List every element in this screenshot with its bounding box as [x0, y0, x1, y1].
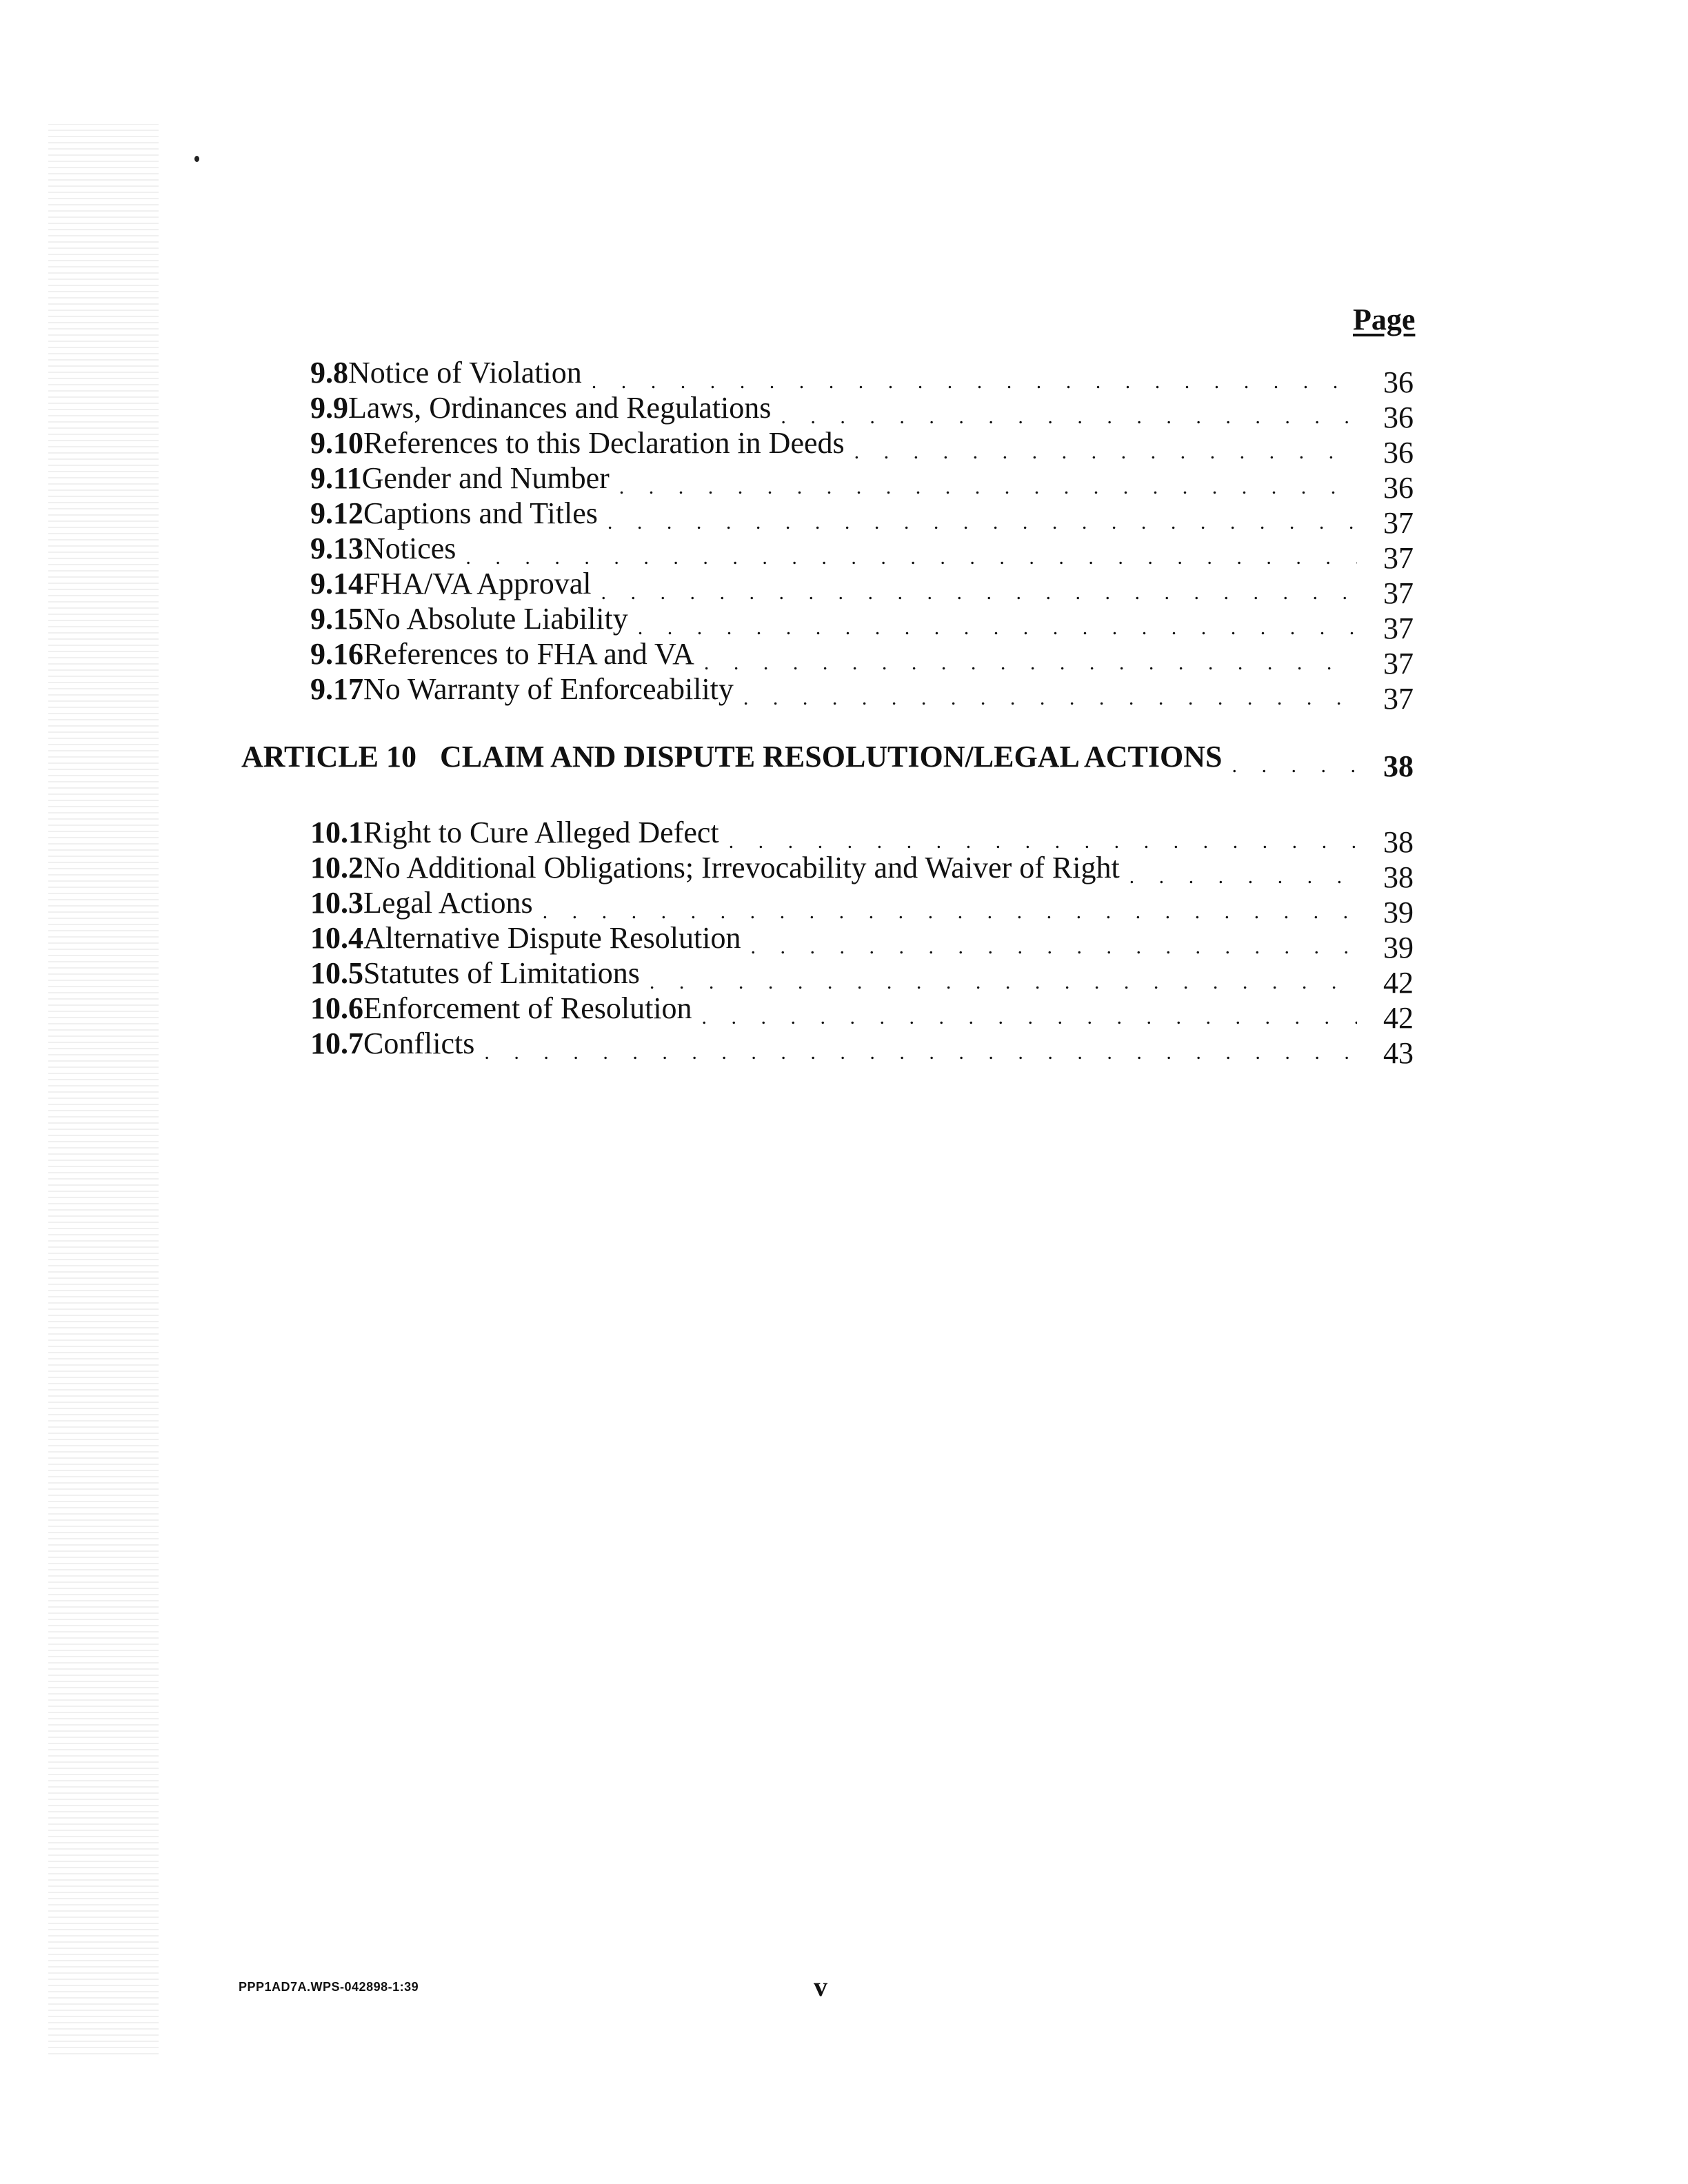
toc-entry [310, 355, 1414, 399]
toc-entry-title: References to this Declaration in Deeds [363, 426, 845, 460]
toc-entry-page: 38 [1383, 825, 1414, 859]
scan-speck [194, 156, 199, 162]
dot-leader [750, 936, 1357, 959]
toc-entry [310, 390, 1414, 434]
page-number: v [814, 1971, 827, 2002]
toc-entry-number: 10.4 [310, 921, 363, 955]
toc-entry-number: 9.17 [310, 672, 363, 706]
dot-leader [729, 830, 1357, 853]
dot-leader [465, 546, 1357, 569]
toc-entry-title: Alternative Dispute Resolution [363, 921, 741, 955]
toc-entry-page: 37 [1383, 576, 1414, 610]
toc-entry-number: 10.1 [310, 816, 363, 849]
toc-entry-title: Right to Cure Alleged Defect [363, 816, 719, 849]
toc-entry [310, 461, 1414, 505]
scan-edge-artifact [48, 124, 159, 2054]
dot-leader [854, 441, 1357, 464]
toc-entry-number: 9.8 [310, 356, 348, 390]
toc-entry-title: Notice of Violation [348, 356, 582, 390]
toc-entry [310, 991, 1414, 1035]
toc-entry-page: 42 [1383, 1001, 1414, 1035]
toc-entry-title: Statutes of Limitations [363, 956, 640, 990]
toc-entry [310, 496, 1414, 540]
toc-entry-title: Conflicts [363, 1027, 475, 1060]
toc-entry-page: 37 [1383, 541, 1414, 575]
dot-leader [702, 1006, 1357, 1029]
toc-entry-number: 9.14 [310, 567, 363, 600]
toc-entry-title: Gender and Number [361, 461, 610, 495]
toc-entry-page: 37 [1383, 611, 1414, 645]
toc-entry [310, 671, 1414, 716]
toc-entry [310, 885, 1414, 929]
page-column-heading: Page [1353, 303, 1416, 336]
toc-entry-title: Legal Actions [363, 886, 533, 920]
toc-entry [310, 601, 1414, 645]
toc-entry-number: 10.7 [310, 1027, 363, 1060]
toc-entry-title: FHA/VA Approval [363, 567, 592, 600]
toc-entry-title: No Additional Obligations; Irrevocability and Waiver of Right [363, 851, 1120, 884]
toc-entry-page: 43 [1383, 1036, 1414, 1070]
article-10-heading [241, 739, 1414, 783]
toc-entry [310, 531, 1414, 575]
toc-entry-number: 10.2 [310, 851, 363, 884]
article-page: 38 [1383, 749, 1414, 783]
toc-entry [310, 920, 1414, 964]
toc-entry-number: 9.13 [310, 532, 363, 565]
toc-entry-page: 38 [1383, 860, 1414, 894]
toc-entry-number: 9.16 [310, 637, 363, 671]
toc-entry-number: 10.3 [310, 886, 363, 920]
dot-leader [619, 476, 1357, 499]
article-label: ARTICLE 10 [241, 740, 416, 774]
dot-leader [484, 1041, 1357, 1064]
toc-entry [310, 850, 1414, 894]
toc-entry [310, 425, 1414, 469]
toc-entry-number: 9.9 [310, 391, 348, 425]
toc-entry-number: 10.5 [310, 956, 363, 990]
toc-entry [310, 1026, 1414, 1070]
toc-entry-number: 9.12 [310, 496, 363, 530]
toc-entry-page: 37 [1383, 682, 1414, 716]
dot-leader [743, 687, 1357, 710]
dot-leader [650, 971, 1357, 994]
dot-leader [638, 616, 1357, 640]
toc-entry-page: 36 [1383, 365, 1414, 399]
toc-entry [310, 636, 1414, 680]
document-code: PPP1AD7A.WPS-042898-1:39 [239, 1980, 419, 1994]
toc-entry-number: 9.15 [310, 602, 363, 636]
toc-section-9-list [310, 355, 1414, 716]
dot-leader [704, 651, 1357, 675]
toc-entry-page: 37 [1383, 506, 1414, 540]
toc-entry-title: No Warranty of Enforceability [363, 672, 734, 706]
toc-entry-title: No Absolute Liability [363, 602, 628, 636]
toc-section-10-list [310, 815, 1414, 1070]
toc-entry-page: 42 [1383, 966, 1414, 1000]
toc-entry-title: Enforcement of Resolution [363, 991, 692, 1025]
dot-leader [781, 405, 1357, 429]
toc-entry-title: Captions and Titles [363, 496, 598, 530]
toc-entry-page: 36 [1383, 436, 1414, 469]
toc-entry [310, 566, 1414, 610]
toc-entry-page: 39 [1383, 931, 1414, 964]
dot-leader [1129, 865, 1357, 889]
toc-entry-page: 37 [1383, 647, 1414, 680]
toc-entry-title: Notices [363, 532, 456, 565]
dot-leader [601, 581, 1357, 605]
dot-leader [1232, 754, 1357, 778]
toc-entry-number: 10.6 [310, 991, 363, 1025]
toc-entry-number: 9.11 [310, 461, 362, 495]
toc-entry [310, 956, 1414, 1000]
dot-leader [592, 370, 1357, 394]
dot-leader [607, 511, 1357, 534]
toc-entry-page: 36 [1383, 471, 1414, 505]
toc-entry-number: 9.10 [310, 426, 363, 460]
toc-entry-page: 39 [1383, 896, 1414, 929]
toc-entry-title: Laws, Ordinances and Regulations [348, 391, 772, 425]
toc-entry [310, 815, 1414, 859]
toc-entry-title: References to FHA and VA [363, 637, 694, 671]
toc-entry-page: 36 [1383, 401, 1414, 434]
article-title: CLAIM AND DISPUTE RESOLUTION/LEGAL ACTIONS [439, 740, 1223, 774]
dot-leader [543, 900, 1357, 924]
